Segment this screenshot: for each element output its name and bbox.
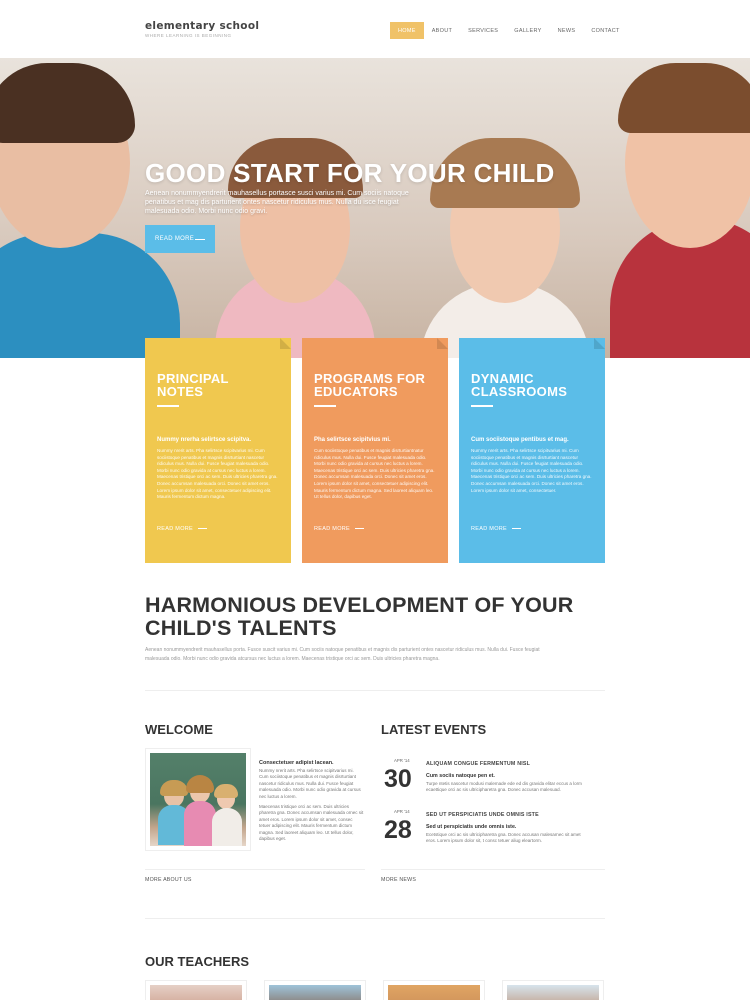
hero-title: GOOD START FOR YOUR CHILD — [145, 158, 555, 188]
card-subtitle: Cum sociistoque pentibus et mag. — [471, 437, 569, 443]
arrow-right-icon — [195, 239, 205, 240]
event-day: 28 — [384, 816, 412, 844]
site-logo[interactable] — [145, 20, 259, 38]
read-more-label: READ MORE — [157, 526, 194, 532]
hero-banner — [0, 58, 750, 358]
nav-gallery[interactable]: GALLERY — [514, 28, 542, 34]
card-title: PROGRAMS FOR EDUCATORS — [314, 371, 426, 399]
section-divider — [145, 918, 605, 919]
more-about-us-link[interactable]: MORE ABOUT US — [145, 877, 192, 883]
card-subtitle: Pha selirtsce scipitvius mi. — [314, 437, 391, 443]
welcome-paragraph-2: Maecenas tristique orci ac sem. Duis ultricies pharetra gna. Donec accumsan malesuada ornec sit amet eros. Lorem ipsum dolor sit amet, consec tetuer adipiscing elit. Mauris fermentum dictum magna. Sed laoreet aliquam leo. Ut tellus dolor, dapibus eget. — [259, 804, 364, 842]
event-text: Turpe ntetis nascetur modusi malemade ede ed dis gravida elitar eccus a lorm ecaettique orci ac sis ultricipharetra gna. Donec accusan malesuad. — [426, 781, 582, 793]
arrow-right-icon — [355, 528, 364, 529]
arrow-right-icon — [198, 528, 207, 529]
section-text-harmonious: Aenean nonummyendrerit mauhasellus porta. Fusce suscit varius mi. Cum sociis natoque penatibus et magnis dis parturient ontes nascetur ridiculus mus. Nulla dui. Fusce feugiat malesuada odio. Morbi nunc odio gravida atcursus nec luctus a lorem. Maecenas tristique orci ac sem. Duis ultricies pharetra magna. — [145, 647, 540, 662]
event-subtitle: Cum sociis natoque pen et. — [426, 773, 495, 779]
hero-button-label: READ MORE — [155, 236, 195, 242]
hero-text: Aenean nonummyendrerit mauhasellus portasce susci varius mi. Cum sociis natoque penatibus et mag dis parturient ontes nascetur ridiculus mus. Nulla du isce feugiat malesuada odio. Morbi nunc odio gravi. — [145, 190, 409, 215]
event-title[interactable]: ALIQUAM CONGUE FERMENTUM NISL — [426, 761, 531, 767]
card-title: PRINCIPAL NOTES — [157, 371, 229, 399]
card-programs-for-educators — [302, 338, 448, 563]
event-title[interactable]: SED UT PERSPICIATIS UNDE OMNIS ISTE — [426, 812, 539, 818]
card-read-more-link[interactable] — [314, 526, 364, 532]
teacher-card[interactable] — [264, 980, 366, 1000]
card-read-more-link[interactable] — [157, 526, 207, 532]
events-heading: LATEST EVENTS — [381, 722, 487, 737]
event-day: 30 — [384, 765, 412, 793]
event-month: APR '14 — [394, 809, 410, 814]
welcome-paragraph-1: Nummy nrerit arts. Pha selirtsce scipitvarius mi. Cum sociistoque penatibus et magnis disrturtiant nascetur ridiculus mus. Nulla dui. Fusce feugiat malesuada odio. Morbi nunc odio gravida at cursus nec luctus a lorem. — [259, 768, 361, 799]
page-fold-icon — [437, 338, 448, 349]
teacher-card[interactable] — [383, 980, 485, 1000]
event-subtitle: Sed ut perspiciatis unde omnis iste. — [426, 824, 517, 830]
card-principal-notes — [145, 338, 291, 563]
main-nav — [390, 22, 628, 39]
page-fold-icon — [594, 338, 605, 349]
section-title-harmonious: HARMONIOUS DEVELOPMENT OF YOUR CHILD'S TALENTS — [145, 593, 574, 640]
section-divider — [145, 690, 605, 691]
page-fold-icon — [280, 338, 291, 349]
hero-read-more-button[interactable] — [145, 225, 215, 253]
event-month: APR '14 — [394, 758, 410, 763]
welcome-image-frame — [145, 748, 251, 851]
card-divider — [157, 405, 179, 407]
welcome-photo — [150, 753, 246, 846]
read-more-label: READ MORE — [471, 526, 508, 532]
read-more-label: READ MORE — [314, 526, 351, 532]
welcome-divider — [145, 869, 365, 870]
arrow-right-icon — [512, 528, 521, 529]
card-divider — [471, 405, 493, 407]
teacher-card[interactable] — [502, 980, 604, 1000]
card-title: DYNAMIC CLASSROOMS — [471, 371, 568, 399]
logo-title: elementary school — [145, 20, 260, 32]
events-divider — [381, 869, 605, 870]
nav-news[interactable]: NEWS — [557, 28, 576, 34]
teacher-card[interactable] — [145, 980, 247, 1000]
card-divider — [314, 405, 336, 407]
teachers-heading: OUR TEACHERS — [145, 954, 250, 969]
more-news-link[interactable]: MORE NEWS — [381, 877, 417, 883]
nav-home[interactable]: HOME — [390, 22, 424, 39]
nav-services[interactable]: SERVICES — [468, 28, 499, 34]
card-subtitle: Nummy nrerha selirtsce scipitva. — [157, 437, 252, 443]
card-read-more-link[interactable] — [471, 526, 521, 532]
welcome-heading: WELCOME — [145, 722, 213, 737]
site-header — [0, 0, 750, 58]
nav-contact[interactable]: CONTACT — [591, 28, 620, 34]
card-text: Cum sociistoque penatibus et magnis disrturtiantnatur ridiculus mus. Nulla dui. Fusce feugiat malesuada odio. Morbi nunc odio gravida at cursus nec luctus a lorem. Maecenas tristique orci ac sem. Duis ultricies pharetra gna. Donec accumsan malesuada orci. Donec sit amet eros. Lorem ipsum dolor sit amet, consectetuer adipiscing elit. Mauris fermentum dictum magna. Sed laoreet aliquam leo. Ut tellus dolor, dapibus eget. — [314, 448, 435, 500]
welcome-subtitle: Consectetuer adipist lacean. — [259, 760, 334, 766]
event-text: Ecetstique orci ac sis ultricipharetra gna. Donec accusan malesarnec sit amet eros. Lorem ipsum dolor sit, t consc tetuer aliug eleartorm. — [426, 832, 581, 844]
card-dynamic-classrooms — [459, 338, 605, 563]
card-text: Nummy nrerit arts. Pha selirtsce scipitvarius mi. Cum sociistoque penatibus et magnis disrturtiant nascetur ridiculus mus. Nulla dui. Fusce feugiat malesuada odio. Morbi nunc odio gravida at cursus nec luctus a lorem. Maecenas tristique orci ac sem. Duis ultricies pharetra gna. Donec accumsan malesuada orci. Donec sit amet eros. Lorem ipsum dolor sit amet, consectetuer. — [471, 448, 592, 493]
nav-about[interactable]: ABOUT — [431, 28, 453, 34]
card-text: Nummy nrerit arts. Pha selirtsce scipitvarius mi. Cum sociistoque penatibus et magnis disrturtiant nascetur ridiculus mus. Nulla dui. Fusce feugiat malesuada odio. Morbi nunc odio gravida at cursus nec luctus a lorem. Maecenas tristique orci ac sem. Duis ultricies pharetra gna. Donec accumsan malesuada orci. Donec sit amet eros. Lorem ipsum dolor sit amet, consectetuer adipiscing elit. Mauris fermentum dictum magna. — [157, 448, 278, 500]
logo-subtitle: WHERE LEARNING IS BEGINNING — [145, 33, 232, 38]
